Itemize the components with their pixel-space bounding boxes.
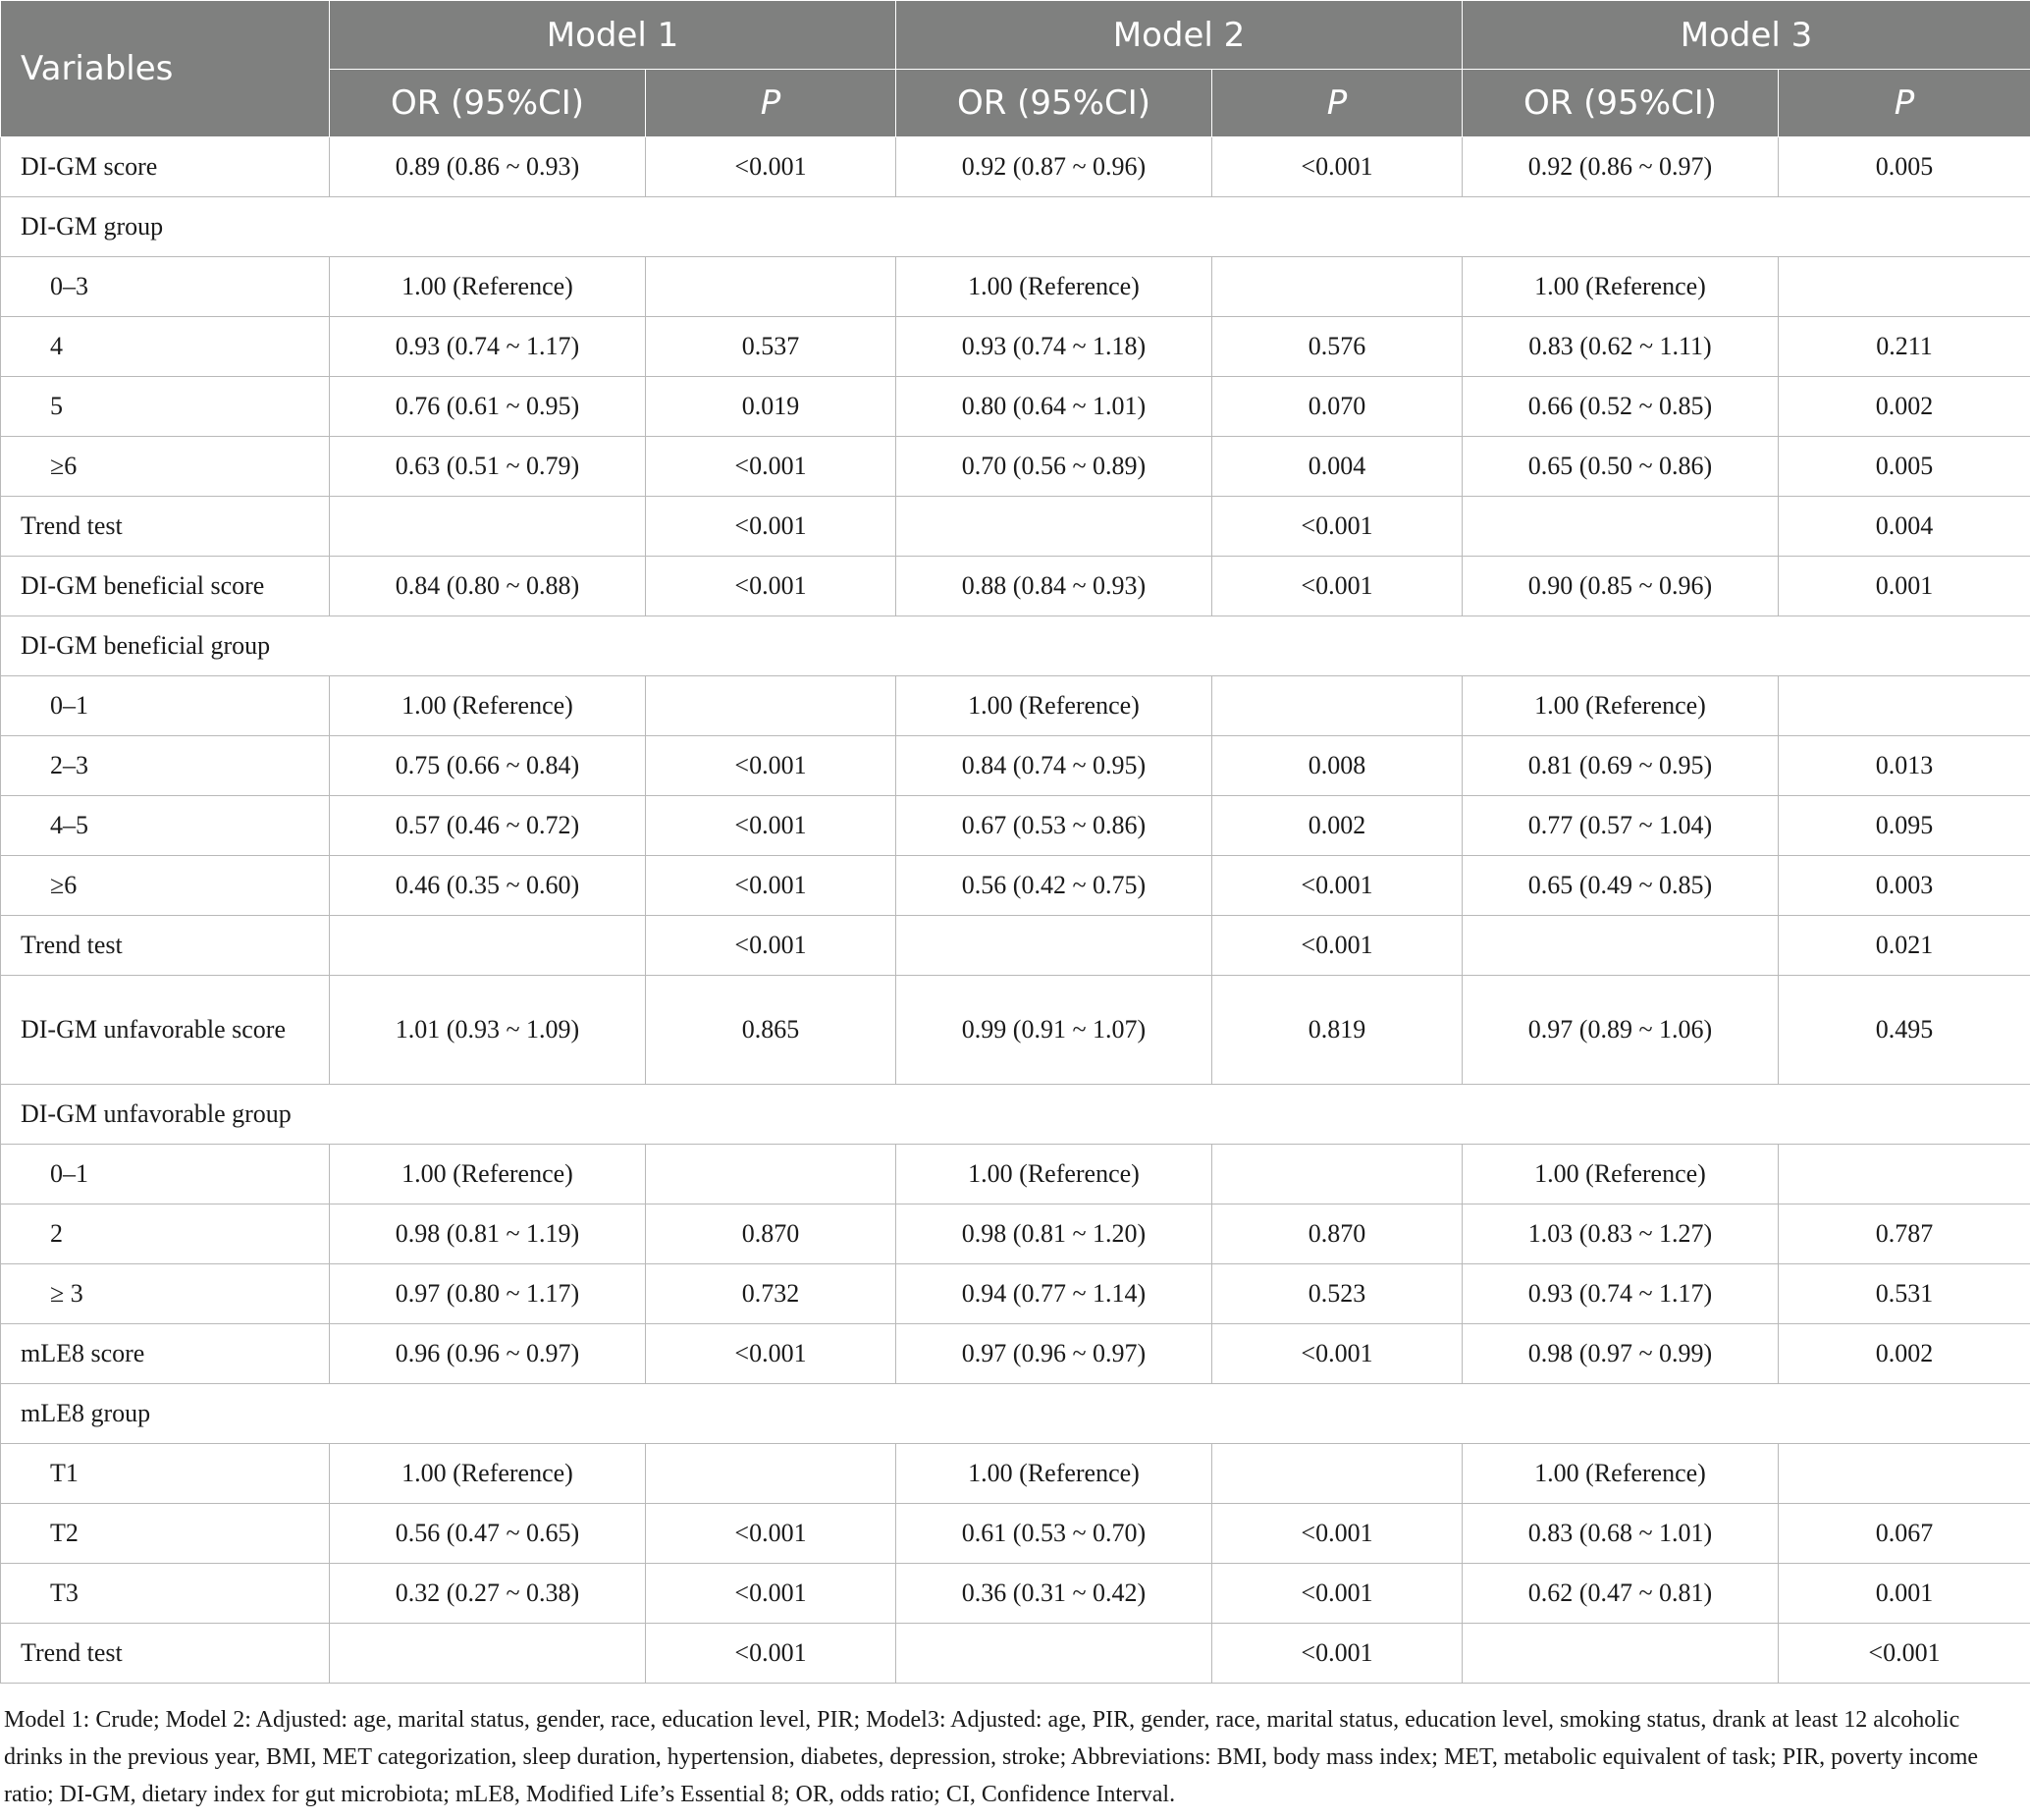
model-2-or-cell: 1.00 (Reference) xyxy=(896,1145,1212,1204)
model-2-p-cell: <0.001 xyxy=(1212,916,1463,976)
table-row xyxy=(1,137,2030,197)
model-3-p-cell xyxy=(1779,676,2030,736)
model-2-p-cell: 0.008 xyxy=(1212,736,1463,796)
model-1-or-cell xyxy=(330,497,646,557)
table-row xyxy=(1,1324,2030,1384)
model-1-p-cell xyxy=(646,1444,896,1504)
model-2-p-cell: <0.001 xyxy=(1212,1324,1463,1384)
model-2-or-cell: 0.92 (0.87 ~ 0.96) xyxy=(896,137,1212,197)
table-row xyxy=(1,916,2030,976)
model-2-or-cell: 0.67 (0.53 ~ 0.86) xyxy=(896,796,1212,856)
model-3-or-cell: 0.98 (0.97 ~ 0.99) xyxy=(1463,1324,1779,1384)
model-2-or-header: OR (95%CI) xyxy=(896,70,1212,137)
model-3-p-cell: 0.495 xyxy=(1779,976,2030,1085)
model-3-or-cell: 1.03 (0.83 ~ 1.27) xyxy=(1463,1204,1779,1264)
model-3-p-cell: 0.004 xyxy=(1779,497,2030,557)
model-3-p-cell: <0.001 xyxy=(1779,1624,2030,1684)
variable-cell: DI-GM beneficial group xyxy=(1,616,2030,676)
model-1-or-cell: 1.00 (Reference) xyxy=(330,1444,646,1504)
model-2-p-cell: <0.001 xyxy=(1212,1564,1463,1624)
model-3-p-cell: 0.001 xyxy=(1779,1564,2030,1624)
model-3-p-cell: 0.787 xyxy=(1779,1204,2030,1264)
table-row xyxy=(1,257,2030,317)
model-1-or-cell: 0.93 (0.74 ~ 1.17) xyxy=(330,317,646,377)
model-3-p-cell: 0.021 xyxy=(1779,916,2030,976)
variable-cell: 2 xyxy=(1,1204,330,1264)
model-1-p-cell: <0.001 xyxy=(646,916,896,976)
model-2-or-cell: 0.84 (0.74 ~ 0.95) xyxy=(896,736,1212,796)
model-1-p-cell: <0.001 xyxy=(646,1564,896,1624)
model-2-p-cell: <0.001 xyxy=(1212,1504,1463,1564)
table-row xyxy=(1,1624,2030,1684)
model-3-or-cell: 0.97 (0.89 ~ 1.06) xyxy=(1463,976,1779,1085)
table-row xyxy=(1,317,2030,377)
table-row xyxy=(1,1504,2030,1564)
variable-cell: Trend test xyxy=(1,1624,330,1684)
model-1-or-cell: 0.96 (0.96 ~ 0.97) xyxy=(330,1324,646,1384)
model-1-p-cell: 0.732 xyxy=(646,1264,896,1324)
model-1-or-cell: 0.63 (0.51 ~ 0.79) xyxy=(330,437,646,497)
table-row xyxy=(1,437,2030,497)
model-1-or-cell: 0.32 (0.27 ~ 0.38) xyxy=(330,1564,646,1624)
model-1-or-cell xyxy=(330,916,646,976)
model-3-or-cell: 0.66 (0.52 ~ 0.85) xyxy=(1463,377,1779,437)
model-1-p-cell: <0.001 xyxy=(646,796,896,856)
model-3-or-cell: 0.83 (0.62 ~ 1.11) xyxy=(1463,317,1779,377)
model-2-p-cell: 0.819 xyxy=(1212,976,1463,1085)
model-1-header: Model 1 xyxy=(330,1,896,70)
model-1-or-cell: 0.89 (0.86 ~ 0.93) xyxy=(330,137,646,197)
model-2-or-cell: 0.97 (0.96 ~ 0.97) xyxy=(896,1324,1212,1384)
model-3-or-cell: 0.93 (0.74 ~ 1.17) xyxy=(1463,1264,1779,1324)
model-2-or-cell: 0.80 (0.64 ~ 1.01) xyxy=(896,377,1212,437)
variable-cell: Trend test xyxy=(1,916,330,976)
model-1-p-cell: 0.019 xyxy=(646,377,896,437)
model-3-or-cell: 1.00 (Reference) xyxy=(1463,1444,1779,1504)
model-3-p-cell xyxy=(1779,257,2030,317)
variable-cell: DI-GM unfavorable score xyxy=(1,976,330,1085)
model-2-p-cell xyxy=(1212,1444,1463,1504)
variable-cell: DI-GM unfavorable group xyxy=(1,1085,2030,1145)
model-3-or-cell: 0.62 (0.47 ~ 0.81) xyxy=(1463,1564,1779,1624)
model-2-or-cell: 0.94 (0.77 ~ 1.14) xyxy=(896,1264,1212,1324)
model-2-p-header: P xyxy=(1212,70,1463,137)
table-row xyxy=(1,497,2030,557)
variable-cell: DI-GM group xyxy=(1,197,2030,257)
model-3-or-cell: 0.83 (0.68 ~ 1.01) xyxy=(1463,1504,1779,1564)
model-2-or-cell xyxy=(896,1624,1212,1684)
model-2-p-cell xyxy=(1212,257,1463,317)
model-3-p-cell: 0.002 xyxy=(1779,377,2030,437)
model-3-or-cell: 0.92 (0.86 ~ 0.97) xyxy=(1463,137,1779,197)
table-row xyxy=(1,1145,2030,1204)
model-1-or-cell: 0.57 (0.46 ~ 0.72) xyxy=(330,796,646,856)
model-1-p-cell: 0.537 xyxy=(646,317,896,377)
model-2-p-cell: <0.001 xyxy=(1212,1624,1463,1684)
model-2-p-cell: <0.001 xyxy=(1212,856,1463,916)
model-3-or-header: OR (95%CI) xyxy=(1463,70,1779,137)
model-2-or-cell: 0.36 (0.31 ~ 0.42) xyxy=(896,1564,1212,1624)
model-3-p-cell: 0.013 xyxy=(1779,736,2030,796)
group-header-row xyxy=(1,197,2030,257)
group-header-row xyxy=(1,616,2030,676)
model-2-or-cell: 0.70 (0.56 ~ 0.89) xyxy=(896,437,1212,497)
table-row xyxy=(1,736,2030,796)
model-3-p-header: P xyxy=(1779,70,2030,137)
model-1-p-cell: <0.001 xyxy=(646,1324,896,1384)
model-2-or-cell: 0.61 (0.53 ~ 0.70) xyxy=(896,1504,1212,1564)
model-1-p-cell: <0.001 xyxy=(646,137,896,197)
model-1-p-cell: 0.870 xyxy=(646,1204,896,1264)
table-row xyxy=(1,557,2030,616)
model-3-or-cell xyxy=(1463,1624,1779,1684)
model-1-p-cell: 0.865 xyxy=(646,976,896,1085)
model-3-or-cell: 1.00 (Reference) xyxy=(1463,257,1779,317)
model-2-or-cell: 0.98 (0.81 ~ 1.20) xyxy=(896,1204,1212,1264)
model-2-p-cell: <0.001 xyxy=(1212,137,1463,197)
table-row xyxy=(1,976,2030,1085)
model-1-or-cell: 1.00 (Reference) xyxy=(330,257,646,317)
model-2-or-cell xyxy=(896,916,1212,976)
variable-cell: T3 xyxy=(1,1564,330,1624)
model-2-header: Model 2 xyxy=(896,1,1463,70)
model-3-p-cell: 0.005 xyxy=(1779,137,2030,197)
model-2-or-cell: 1.00 (Reference) xyxy=(896,1444,1212,1504)
variable-cell: mLE8 score xyxy=(1,1324,330,1384)
model-2-or-cell: 1.00 (Reference) xyxy=(896,676,1212,736)
model-1-p-cell: <0.001 xyxy=(646,497,896,557)
model-2-or-cell: 0.88 (0.84 ~ 0.93) xyxy=(896,557,1212,616)
model-3-p-cell: 0.003 xyxy=(1779,856,2030,916)
model-1-p-header: P xyxy=(646,70,896,137)
model-3-or-cell: 0.65 (0.49 ~ 0.85) xyxy=(1463,856,1779,916)
model-1-or-cell: 1.00 (Reference) xyxy=(330,1145,646,1204)
model-1-or-cell: 0.97 (0.80 ~ 1.17) xyxy=(330,1264,646,1324)
model-3-p-cell: 0.002 xyxy=(1779,1324,2030,1384)
group-header-row xyxy=(1,1384,2030,1444)
variable-cell: T2 xyxy=(1,1504,330,1564)
model-3-p-cell: 0.531 xyxy=(1779,1264,2030,1324)
variable-cell: 0–3 xyxy=(1,257,330,317)
model-1-or-cell: 0.46 (0.35 ~ 0.60) xyxy=(330,856,646,916)
model-3-or-cell xyxy=(1463,497,1779,557)
model-3-or-cell: 0.90 (0.85 ~ 0.96) xyxy=(1463,557,1779,616)
model-3-or-cell: 1.00 (Reference) xyxy=(1463,676,1779,736)
table-footnote: Model 1: Crude; Model 2: Adjusted: age, marital status, gender, race, education level, PIR; Model3: Adjusted: age, PIR, gender, race, marital status, education level, smoking status, drank at least 12 alcoholic drinks in the previous year, BMI, MET categorization, sleep duration, hypertension, diabetes, depression, stroke; Abbreviations: BMI, body mass index; MET, metabolic equivalent of task; PIR, poverty income ratio; DI-GM, dietary index for gut microbiota; mLE8, Modified Life’s Essential 8; OR, odds ratio; CI, Confidence Interval. xyxy=(4,1707,1979,1807)
variables-header: Variables xyxy=(1,1,330,137)
variable-cell: mLE8 group xyxy=(1,1384,2030,1444)
model-3-header: Model 3 xyxy=(1463,1,2030,70)
model-1-p-cell: <0.001 xyxy=(646,557,896,616)
model-1-p-cell: <0.001 xyxy=(646,1624,896,1684)
model-2-or-cell: 0.99 (0.91 ~ 1.07) xyxy=(896,976,1212,1085)
table-body xyxy=(1,137,2030,1684)
model-2-p-cell: 0.870 xyxy=(1212,1204,1463,1264)
model-1-p-cell: <0.001 xyxy=(646,1504,896,1564)
model-3-or-cell: 0.77 (0.57 ~ 1.04) xyxy=(1463,796,1779,856)
model-1-or-cell: 0.84 (0.80 ~ 0.88) xyxy=(330,557,646,616)
variable-cell: 2–3 xyxy=(1,736,330,796)
model-1-or-cell xyxy=(330,1624,646,1684)
model-2-p-cell: 0.523 xyxy=(1212,1264,1463,1324)
model-1-or-cell: 0.75 (0.66 ~ 0.84) xyxy=(330,736,646,796)
variable-cell: 4 xyxy=(1,317,330,377)
table-row xyxy=(1,796,2030,856)
model-1-or-cell: 0.76 (0.61 ~ 0.95) xyxy=(330,377,646,437)
variable-cell: 0–1 xyxy=(1,676,330,736)
model-2-p-cell xyxy=(1212,676,1463,736)
model-2-p-cell: 0.576 xyxy=(1212,317,1463,377)
model-3-p-cell xyxy=(1779,1444,2030,1504)
model-3-p-cell: 0.211 xyxy=(1779,317,2030,377)
model-1-p-cell: <0.001 xyxy=(646,736,896,796)
model-2-or-cell xyxy=(896,497,1212,557)
model-1-or-cell: 0.56 (0.47 ~ 0.65) xyxy=(330,1504,646,1564)
model-2-p-cell: <0.001 xyxy=(1212,557,1463,616)
model-3-p-cell: 0.095 xyxy=(1779,796,2030,856)
model-1-or-cell: 0.98 (0.81 ~ 1.19) xyxy=(330,1204,646,1264)
table-row xyxy=(1,856,2030,916)
model-2-or-cell: 1.00 (Reference) xyxy=(896,257,1212,317)
table-row xyxy=(1,377,2030,437)
table-row xyxy=(1,1564,2030,1624)
variable-cell: DI-GM beneficial score xyxy=(1,557,330,616)
group-header-row xyxy=(1,1085,2030,1145)
model-1-p-cell xyxy=(646,257,896,317)
variable-cell: Trend test xyxy=(1,497,330,557)
model-3-or-cell: 0.65 (0.50 ~ 0.86) xyxy=(1463,437,1779,497)
model-1-or-cell: 1.01 (0.93 ~ 1.09) xyxy=(330,976,646,1085)
variable-cell: 5 xyxy=(1,377,330,437)
model-3-p-cell xyxy=(1779,1145,2030,1204)
model-1-p-cell: <0.001 xyxy=(646,437,896,497)
model-2-or-cell: 0.93 (0.74 ~ 1.18) xyxy=(896,317,1212,377)
model-1-or-header: OR (95%CI) xyxy=(330,70,646,137)
model-1-p-cell: <0.001 xyxy=(646,856,896,916)
model-2-or-cell: 0.56 (0.42 ~ 0.75) xyxy=(896,856,1212,916)
variable-cell: ≥ 3 xyxy=(1,1264,330,1324)
table-header xyxy=(1,1,2030,137)
variable-cell: T1 xyxy=(1,1444,330,1504)
model-2-p-cell: 0.070 xyxy=(1212,377,1463,437)
model-3-p-cell: 0.001 xyxy=(1779,557,2030,616)
model-1-p-cell xyxy=(646,676,896,736)
model-1-or-cell: 1.00 (Reference) xyxy=(330,676,646,736)
table-row xyxy=(1,1444,2030,1504)
model-2-p-cell: 0.002 xyxy=(1212,796,1463,856)
variable-cell: ≥6 xyxy=(1,856,330,916)
variable-cell: 0–1 xyxy=(1,1145,330,1204)
model-2-p-cell: 0.004 xyxy=(1212,437,1463,497)
model-1-p-cell xyxy=(646,1145,896,1204)
model-3-p-cell: 0.067 xyxy=(1779,1504,2030,1564)
table-row xyxy=(1,676,2030,736)
model-3-or-cell: 1.00 (Reference) xyxy=(1463,1145,1779,1204)
variable-cell: ≥6 xyxy=(1,437,330,497)
variable-cell: 4–5 xyxy=(1,796,330,856)
variable-cell: DI-GM score xyxy=(1,137,330,197)
table-row xyxy=(1,1264,2030,1324)
model-2-p-cell xyxy=(1212,1145,1463,1204)
model-3-p-cell: 0.005 xyxy=(1779,437,2030,497)
table-row xyxy=(1,1204,2030,1264)
model-3-or-cell xyxy=(1463,916,1779,976)
model-2-p-cell: <0.001 xyxy=(1212,497,1463,557)
model-3-or-cell: 0.81 (0.69 ~ 0.95) xyxy=(1463,736,1779,796)
